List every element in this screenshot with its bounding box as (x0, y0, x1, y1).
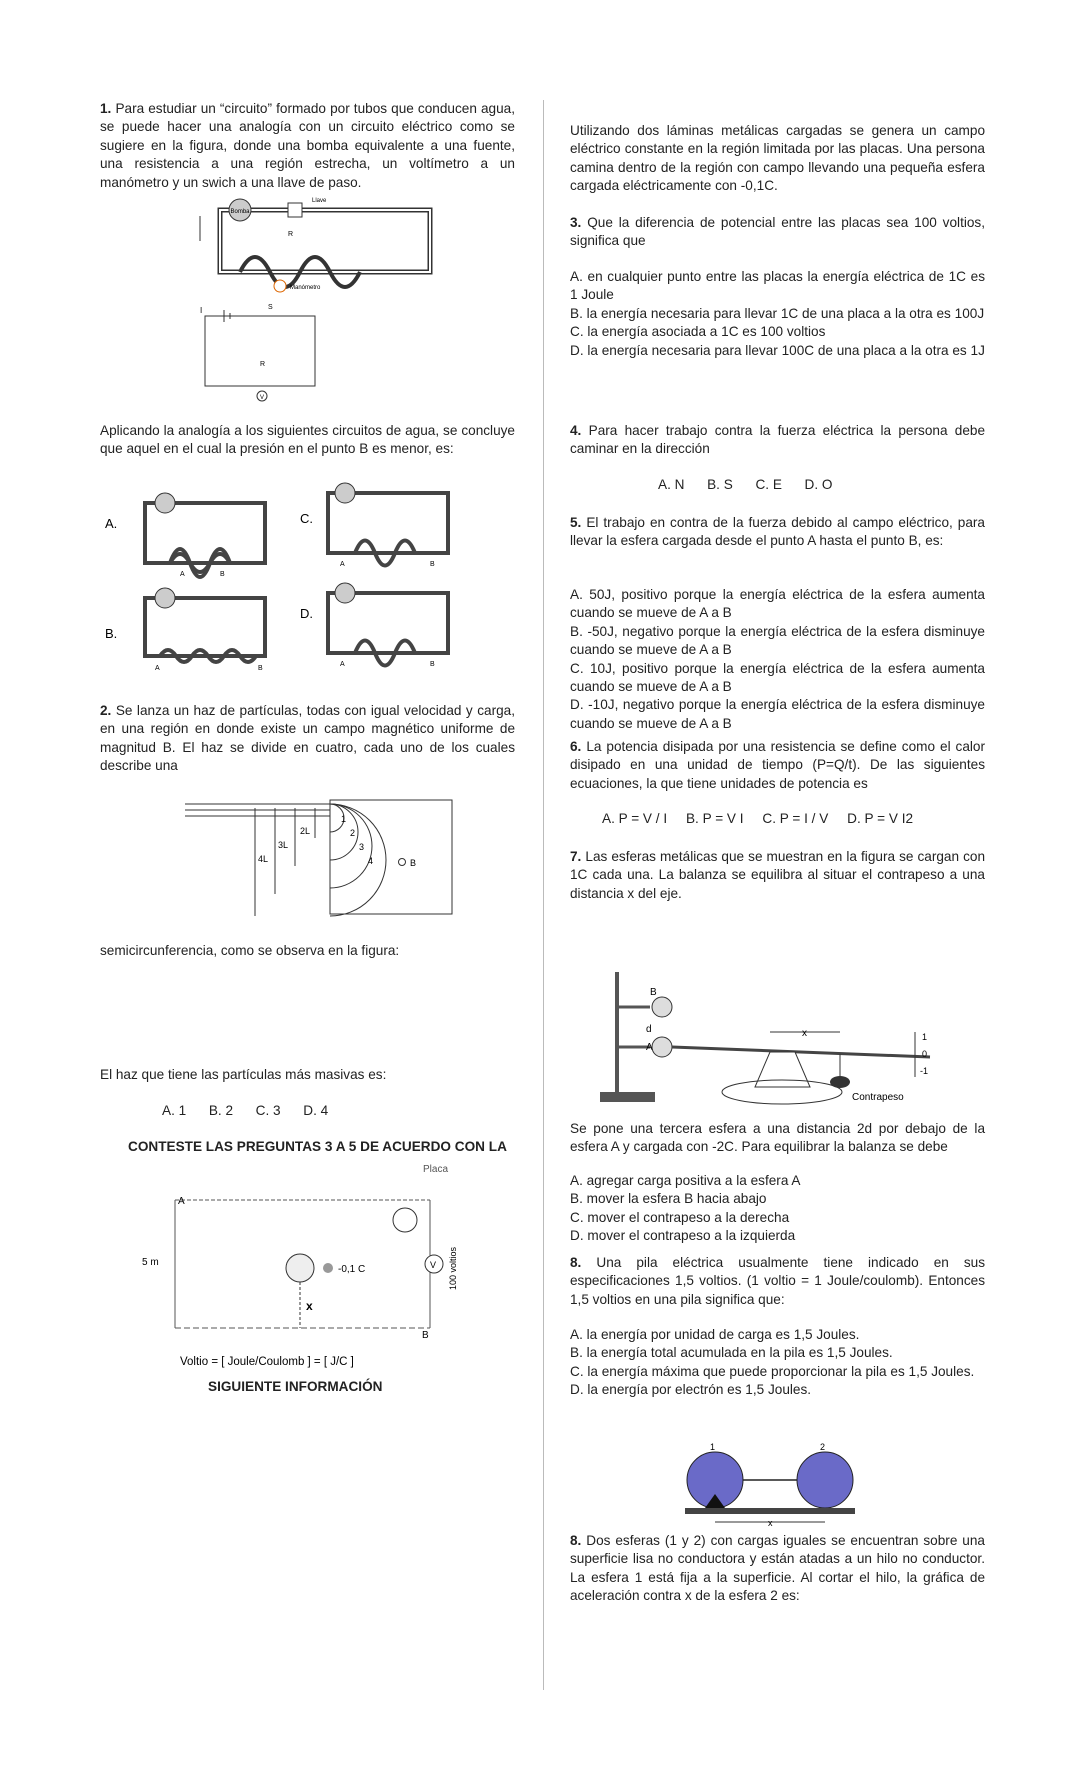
question-6-text: 6. La potencia disipada por una resistencia se define como el calor disipado en una unidad de tiempo (P=Q/t). De las siguientes ecuaciones, la que tiene unidades de potencia es (570, 739, 986, 791)
option-a-label: A. (105, 516, 118, 531)
question-8a-text: 8. Una pila eléctrica usualmente tiene indicado en sus especificaciones 1,5 voltios. (1 voltio = 1 Joule/coulomb). Entonces 1,5 voltios en una pila significa que: (570, 1255, 986, 1307)
question-text: Se lanza un haz de partículas, todas con igual velocidad y carga, en una región en donde existe un campo magnético uniforme de magnitud B. El haz se divide en cuatro, cada uno de los cuales describe una (100, 703, 515, 774)
stand-rod (615, 972, 619, 1092)
balance-figure (570, 952, 985, 1122)
magnetic-field-figure (100, 798, 515, 918)
question-2-followup: semicircunferencia, como se observa en la figura: (100, 943, 400, 958)
question-2-answers: A. 1 B. 2 C. 3 D. 4 (162, 1103, 329, 1118)
svg-text:d: d (646, 1024, 652, 1035)
svg-text:3L: 3L (278, 840, 289, 850)
capacitor-plates-figure (100, 1160, 515, 1405)
option-a: A. en cualquier punto entre las placas la energía eléctrica de 1C es 1 Joule (570, 269, 985, 303)
option-c: C. 10J, positivo porque la energía eléctrica de la esfera aumenta cuando se mueve de A a B (570, 660, 985, 695)
question-7-text: 7. Las esferas metálicas que se muestran en la figura se cargan con 1C cada una. La balanza se equilibra al situar el contrapeso a una distancia x del eje. (570, 849, 985, 901)
field-symbol (399, 859, 406, 866)
two-spheres-figure (570, 1440, 985, 1530)
option-a: A. 50J, positivo porque la energía eléctrica de la esfera aumenta cuando se mueve de A a B (570, 587, 985, 621)
context-intro: Utilizando dos láminas metálicas cargadas se genera un campo eléctrico constante en la región limitada por las placas. Una persona camina dentro de la región con campo llevando una pequeña esfera cargada eléctricamente con -0,1C. (570, 123, 985, 194)
option-b: B. la energía necesaria para llevar 1C de una placa a la otra es 100J (570, 305, 985, 321)
fulcrum (755, 1052, 810, 1087)
question-7-options (570, 1172, 985, 1246)
question-number: 1. (100, 101, 112, 116)
option-a: A. la energía por unidad de carga es 1,5 Joules. (570, 1327, 860, 1342)
stand-base (600, 1092, 655, 1102)
question-number: 6. (570, 739, 582, 754)
option-d: D. -10J, negativo porque la energía eléctrica de la esfera disminuye cuando se mueve de A a B (570, 697, 985, 731)
water-circuits-options-figure (100, 478, 515, 678)
svg-text:B: B (430, 661, 435, 668)
sphere-2 (797, 1452, 853, 1508)
volts-label: 100 voltios (448, 1246, 458, 1290)
question-number: 3. (570, 215, 582, 230)
question-5-options (570, 586, 985, 733)
question-number: 8. (570, 1533, 582, 1548)
option-d: D. la energía necesaria para llevar 100C de una placa a la otra es 1J (570, 342, 985, 358)
option-b: B. mover la esfera B hacia abajo (570, 1191, 767, 1207)
svg-text:A: A (340, 661, 345, 668)
svg-text:B: B (650, 987, 657, 998)
svg-text:B: B (220, 571, 225, 578)
option-c: C. la energía máxima que puede proporcionar la pila es 1,5 Joules. (570, 1363, 975, 1379)
height-label: 5 m (142, 1257, 159, 1268)
option-d-label: D. (300, 606, 313, 621)
question-1-followup: Aplicando la analogía a los siguientes circuitos de agua, se concluye que aquel en el cual la presión en el punto B es menor, es: (100, 423, 515, 457)
question-6-answers: A. P = V / I B. P = V I C. P = I / V D. P = V I2 (602, 811, 914, 826)
switch-label: S (268, 304, 273, 311)
plate-label: Placa (423, 1164, 449, 1175)
question-3-text: 3. Que la diferencia de potencial entre las placas sea 100 voltios, significa que (570, 215, 985, 249)
surface (685, 1508, 855, 1514)
question-2-text (100, 702, 515, 776)
section-heading: CONTESTE LAS PREGUNTAS 3 A 5 DE ACUERDO CON LA (128, 1139, 507, 1154)
manometer-circle (274, 280, 286, 292)
svg-text:-1: -1 (920, 1066, 929, 1076)
svg-text:1: 1 (341, 814, 347, 824)
question-4-text: 4. Para hacer trabajo contra la fuerza eléctrica la persona debe caminar en la dirección (570, 423, 986, 457)
svg-text:3: 3 (359, 842, 365, 852)
svg-text:x: x (306, 1299, 313, 1313)
units-formula: Voltio = [ Joule/Coulomb ] = [ J/C ] (180, 1356, 354, 1368)
option-c: C. la energía asociada a 1C es 100 voltios (570, 324, 826, 340)
svg-text:A: A (180, 571, 185, 578)
option-a: A. agregar carga positiva a la esfera A (570, 1173, 801, 1188)
charged-sphere (323, 1263, 333, 1273)
current-label: I (200, 306, 203, 315)
svg-text:4: 4 (368, 856, 374, 866)
valve-box (288, 203, 302, 217)
question-3-options (570, 268, 985, 360)
svg-text:4L: 4L (258, 854, 269, 864)
question-number: 7. (570, 849, 582, 864)
svg-text:B: B (430, 561, 435, 568)
svg-text:A: A (155, 665, 160, 672)
option-c: C. mover el contrapeso a la derecha (570, 1209, 790, 1225)
svg-text:2L: 2L (300, 826, 311, 836)
question-number: 4. (570, 423, 582, 438)
sphere-a (652, 1037, 672, 1057)
option-d: D. mover el contrapeso a la izquierda (570, 1228, 796, 1244)
svg-text:x: x (802, 1028, 807, 1039)
question-5-text: 5. El trabajo en contra de la fuerza debido al campo eléctrico, para llevar la esfera cargada desde el punto A hasta el punto B, es: (570, 515, 985, 549)
svg-text:V: V (430, 1260, 437, 1270)
option-c-label: C. (300, 511, 313, 526)
question-8a-options (570, 1326, 985, 1400)
option-b: B. -50J, negativo porque la energía eléctrica de la esfera disminuye cuando se mueve de A a B (570, 623, 985, 658)
resistor-label: R (260, 361, 266, 368)
svg-text:A: A (646, 1042, 653, 1053)
electric-circuit (205, 316, 315, 386)
field-region (330, 800, 452, 914)
question-4-answers: A. N B. S C. E D. O (658, 477, 833, 492)
question-text: Para estudiar un “circuito” formado por tubos que conducen agua, se puede hacer una analogía con un circuito eléctrico como se sugiere en la figura, donde una bomba equivalente a una fuente, una resistencia a una región estrecha, un voltímetro a un manómetro y un swich a una llave de paso. (100, 101, 515, 190)
question-2-prompt: El haz que tiene las partículas más masivas es: (100, 1067, 387, 1082)
manometer-label: Manómetro (290, 285, 321, 291)
question-number: 2. (100, 703, 112, 718)
svg-text:B: B (410, 858, 417, 868)
svg-text:1: 1 (710, 1442, 716, 1452)
section-footer: SIGUIENTE INFORMACIÓN (208, 1379, 383, 1394)
counterweight (830, 1076, 850, 1088)
svg-text:A: A (340, 561, 345, 568)
option-b-label: B. (105, 626, 118, 641)
charge-label: -0,1 C (338, 1264, 366, 1275)
svg-text:0: 0 (922, 1049, 928, 1059)
svg-text:1: 1 (922, 1032, 928, 1042)
question-number: 5. (570, 515, 582, 530)
person-figure (286, 1254, 314, 1282)
svg-text:B: B (422, 1330, 429, 1341)
svg-text:A: A (178, 1196, 185, 1207)
counterweight-label: Contrapeso (852, 1092, 904, 1103)
option-d: D. la energía por electrón es 1,5 Joules. (570, 1382, 812, 1398)
column-divider (543, 100, 544, 1690)
svg-text:2: 2 (820, 1442, 826, 1452)
question-number: 8. (570, 1255, 582, 1270)
question-8b-text: 8. Dos esferas (1 y 2) con cargas iguales se encuentran sobre una superficie lisa no conductora y están atadas a un hilo no conductor. La esfera 1 está fija a la superficie. Al cortar el hilo, la gráfica de aceleración contra x de la esfera 2 es: (570, 1533, 985, 1604)
svg-text:B: B (258, 665, 263, 672)
pump-label: Bomba (230, 209, 250, 215)
question-1-text (100, 100, 515, 192)
circuit-analogy-figure (100, 196, 515, 421)
voltmeter-label: V (260, 395, 265, 401)
svg-text:2: 2 (350, 828, 356, 838)
question-7-followup: Se pone una tercera esfera a una distancia 2d por debajo de la esfera A y cargada con -2C. Para equilibrar la balanza se debe (570, 1121, 985, 1155)
valve-label: Llave (312, 198, 327, 204)
resistance-label: R (288, 231, 294, 238)
svg-text:x: x (768, 1518, 773, 1528)
option-b: B. la energía total acumulada en la pila es 1,5 Joules. (570, 1345, 893, 1361)
compass-icon (393, 1208, 417, 1232)
balance-beam (672, 1047, 930, 1057)
sphere-b (652, 997, 672, 1017)
